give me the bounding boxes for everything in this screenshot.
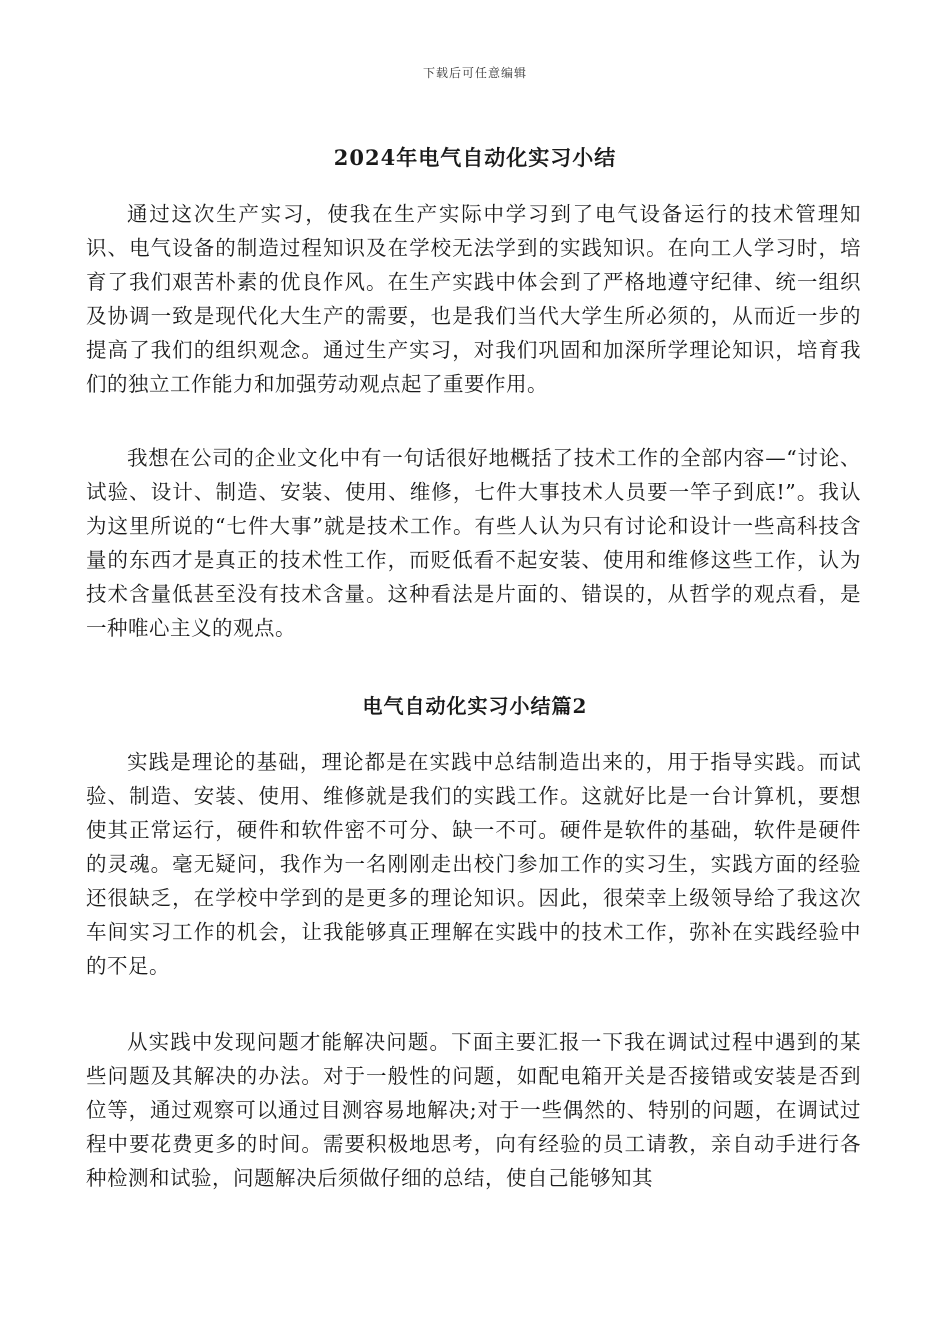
paragraph-2: 我想在公司的企业文化中有一句话很好地概括了技术工作的全部内容—“讨论、试验、设计、制造、安装、使用、维修，七件大事技术人员要一竿子到底!”。我认为这里所说的“七件大事”就是技术工作。有些人认为只有讨论和设计一些高科技含量的东西才是真正的技术性工作，而贬低看不起安装、使用和维修这些工作，认为技术含量低甚至没有技术含量。这种看法是片面的、错误的，从哲学的观点看，是一种唯心主义的观点。: [86, 446, 861, 640]
section-2-title: 电气自动化实习小结篇2: [362, 694, 588, 718]
section-2-paragraph-2: 从实践中发现问题才能解决问题。下面主要汇报一下我在调试过程中遇到的某些问题及其解决的办法。对于一般性的问题，如配电箱开关是否接错或安装是否到位等，通过观察可以通过目测容易地解决;对于一些偶然的、特别的问题，在调试过程中要花费更多的时间。需要积极地思考，向有经验的员工请教，亲自动手进行各种检测和试验，问题解决后须做仔细的总结，使自己能够知其: [86, 1030, 861, 1190]
section-2-paragraph-1: 实践是理论的基础，理论都是在实践中总结制造出来的，用于指导实践。而试验、制造、安装、使用、维修就是我们的实践工作。这就好比是一台计算机，要想使其正常运行，硬件和软件密不可分、缺一不可。硬件是软件的基础，软件是硬件的灵魂。毫无疑问，我作为一名刚刚走出校门参加工作的实习生，实践方面的经验还很缺乏，在学校中学到的是更多的理论知识。因此，很荣幸上级领导给了我这次车间实习工作的机会，让我能够真正理解在实践中的技术工作，弥补在实践经验中的不足。: [86, 750, 861, 978]
header-note: 下载后可任意编辑: [422, 66, 527, 80]
paragraph-1: 通过这次生产实习，使我在生产实际中学习到了电气设备运行的技术管理知识、电气设备的制造过程知识及在学校无法学到的实践知识。在向工人学习时，培育了我们艰苦朴素的优良作风。在生产实践中体会到了严格地遵守纪律、统一组织及协调一致是现代化大生产的需要，也是我们当代大学生所必须的，从而近一步的提高了我们的组织观念。通过生产实习，对我们巩固和加深所学理论知识，培育我们的独立工作能力和加强劳动观点起了重要作用。: [86, 202, 861, 396]
document-title: 2024年电气自动化实习小结: [333, 145, 617, 170]
